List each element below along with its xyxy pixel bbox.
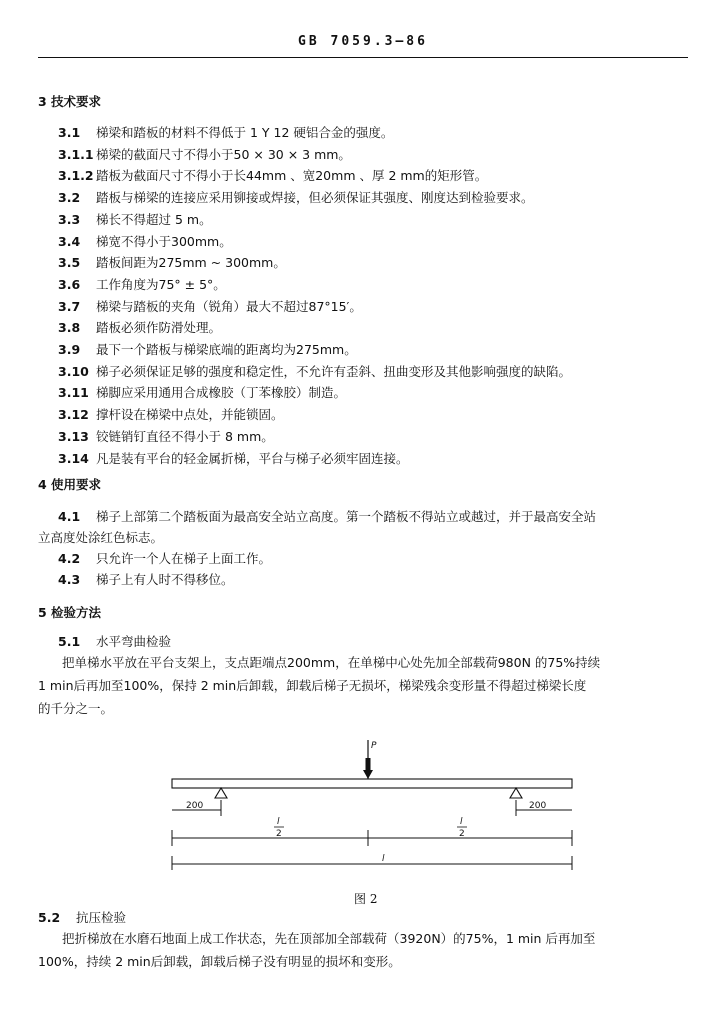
- item-4-1-line1: [58, 509, 596, 525]
- list-item: [58, 364, 571, 380]
- list-item: [58, 234, 232, 250]
- load-arrow-mark: [366, 758, 371, 770]
- left-half-denominator: 2: [276, 829, 282, 839]
- list-item: [58, 551, 271, 567]
- list-item: [58, 385, 346, 401]
- paragraph-line: 把单梯水平放在平台支架上，支点距端点200mm，在单梯中心处先加全部载荷980N 的75%持续: [62, 655, 601, 670]
- item-number: 4.2: [58, 551, 81, 566]
- beam-bending-figure: [0, 730, 726, 890]
- header-rule: [38, 57, 688, 58]
- item-number: 5.2: [38, 910, 61, 925]
- section-5-title: 5 检验方法: [38, 605, 102, 620]
- figure-caption: 图 2: [354, 892, 378, 906]
- total-span-label: l: [382, 854, 385, 864]
- item-text: 踏板与梯梁的连接应采用铆接或焊接，但必须保证其强度、刚度达到检验要求。: [96, 190, 534, 206]
- list-item: [58, 451, 409, 467]
- item-number: 4.3: [58, 572, 81, 587]
- right-support: [510, 788, 522, 798]
- left-support: [215, 788, 227, 798]
- item-text: 抗压检验: [76, 910, 127, 925]
- paragraph-line: 1 min后再加至100%，保持 2 min后卸载，卸载后梯子无损坏，梯梁残余变形量不得超过梯梁长度: [38, 678, 587, 693]
- item-number: 3.1.1: [58, 146, 94, 162]
- item-text: 梯长不得超过 5 m。: [96, 211, 212, 227]
- list-item: [58, 168, 487, 184]
- list-item: [58, 429, 274, 445]
- item-number: 3.12: [58, 407, 89, 423]
- item-4-1-line2: 立高度处涂红色标志。: [38, 530, 164, 545]
- item-text: 最下一个踏板与梯梁底端的距离均为275mm。: [96, 342, 357, 357]
- item-text: 梯梁和踏板的材料不得低于 1 Y 12 硬铝合金的强度。: [96, 125, 394, 140]
- item-text: 梯宽不得小于300mm。: [96, 233, 232, 249]
- item-text: 梯子上有人时不得移位。: [96, 572, 234, 587]
- paragraph-line: 把折梯放在水磨石地面上成工作状态，先在顶部加全部载荷（3920N）的75%，1 min 后再加至: [62, 931, 596, 946]
- section-4-title: 4 使用要求: [38, 477, 102, 492]
- list-item: [58, 212, 212, 228]
- list-item: [58, 299, 362, 315]
- left-dim-label: 200: [186, 801, 204, 811]
- standard-code-header: GB 7059.3—86: [298, 34, 428, 49]
- list-item: [58, 572, 234, 588]
- list-item: [58, 320, 221, 336]
- item-number: 3.3: [58, 211, 81, 227]
- item-text: 工作角度为75° ± 5°。: [96, 276, 226, 292]
- right-half-numerator: l: [460, 817, 463, 827]
- subsection-5-2-title: [38, 910, 126, 926]
- list-item: [58, 125, 393, 141]
- item-text: 踏板间距为275mm ~ 300mm。: [96, 255, 286, 271]
- list-item: [58, 342, 357, 358]
- item-text: 梯子必须保证足够的强度和稳定性，不允许有歪斜、扭曲变形及其他影响强度的缺陷。: [96, 363, 572, 379]
- item-text: 只允许一个人在梯子上面工作。: [96, 551, 272, 566]
- item-number: 3.10: [58, 363, 89, 379]
- item-number: 3.7: [58, 298, 81, 314]
- item-number: 3.4: [58, 233, 81, 249]
- list-item: [58, 407, 284, 423]
- subsection-5-1-title: [58, 634, 171, 650]
- list-item: [58, 190, 534, 206]
- item-text: 铰链销钉直径不得小于 8 mm。: [96, 428, 274, 444]
- load-label: P: [371, 741, 377, 751]
- item-text: 凡是装有平台的轻金属折梯，平台与梯子必须牢固连接。: [96, 450, 409, 466]
- item-number: 4.1: [58, 509, 81, 524]
- item-number: 3.1.2: [58, 168, 94, 184]
- item-number: 3.14: [58, 450, 89, 466]
- item-number: 5.1: [58, 634, 81, 649]
- paragraph-5-1: [38, 651, 600, 720]
- item-number: 3.6: [58, 276, 81, 292]
- list-item: [58, 147, 351, 163]
- item-number: 3.2: [58, 190, 81, 206]
- item-number: 3.11: [58, 385, 89, 401]
- paragraph-line: 的千分之一。: [38, 701, 114, 716]
- item-number: 3.13: [58, 428, 89, 444]
- item-text: 梯梁与踏板的夹角（锐角）最大不超过87°15′。: [96, 298, 362, 314]
- load-arrow-head: [363, 770, 373, 779]
- paragraph-line: 100%，持续 2 min后卸载，卸载后梯子没有明显的损坏和变形。: [38, 954, 401, 969]
- right-half-denominator: 2: [459, 829, 465, 839]
- item-text: 梯脚应采用通用合成橡胶（丁苯橡胶）制造。: [96, 385, 347, 401]
- item-number: 3.5: [58, 255, 81, 271]
- paragraph-5-2: [38, 927, 595, 973]
- item-text: 梯子上部第二个踏板面为最高安全站立高度。第一个踏板不得站立或越过，并于最高安全站: [96, 509, 597, 524]
- ladder-beam: [172, 779, 572, 788]
- item-text: 踏板为截面尺寸不得小于长44mm 、宽20mm 、厚 2 mm的矩形管。: [96, 168, 488, 184]
- item-text: 水平弯曲检验: [96, 634, 172, 649]
- item-text: 梯梁的截面尺寸不得小于50 × 30 × 3 mm。: [96, 146, 351, 162]
- item-text: 踏板必须作防滑处理。: [96, 320, 222, 336]
- left-half-numerator: l: [277, 817, 280, 827]
- item-number: 3.8: [58, 320, 81, 336]
- item-text: 撑杆设在梯梁中点处，并能锁固。: [96, 407, 284, 423]
- right-dim-label: 200: [529, 801, 547, 811]
- list-item: [58, 255, 286, 271]
- section-3-title: 3 技术要求: [38, 94, 102, 109]
- item-number: 3.9: [58, 342, 81, 357]
- list-item: [58, 277, 226, 293]
- item-number: 3.1: [58, 125, 81, 140]
